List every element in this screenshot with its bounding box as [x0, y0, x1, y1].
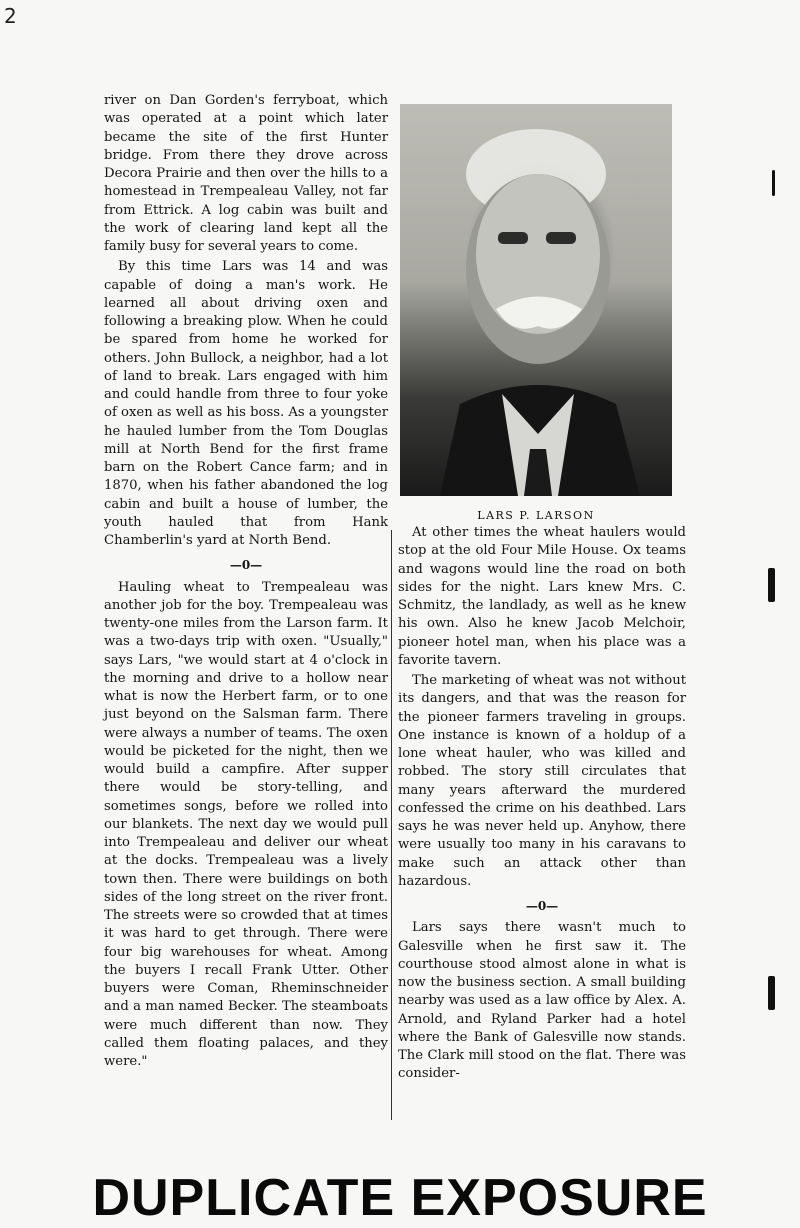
section-separator: —0— [525, 899, 559, 913]
scan-artifact [772, 170, 775, 196]
portrait-illustration [400, 104, 672, 496]
scan-artifact [768, 976, 775, 1010]
section-separator: —0— [229, 558, 263, 573]
article-paragraph: Lars says there wasn't much to Galesville when he first saw it. The courthouse stood almost alone in what is now the business section. A small building nearby was used as a law office by Alex. A. Arnold, and Ryland Parker had a hotel where the Bank of Galesville now stands. The Clark mill stood on the flat. There was consider- [398, 920, 686, 1082]
article-paragraph: The marketing of wheat was not without its dangers, and that was the reason for the pioneer farmers traveling in groups. One instance is known of a holdup of a lone wheat hauler, who was killed and robbed. The story still circulates that many years afterward the murdered confessed the crime on his deathbed. Lars says he was never held up. Anyhow, there were usually too many in his caravans to make such an attack other than hazardous. [398, 673, 686, 889]
article-paragraph: At other times the wheat haulers would stop at the old Four Mile House. Ox teams and wagons would line the road on both sides for the night. Lars knew Mrs. C. Schmitz, the landlady, as well as he knew his own. Also he knew Jacob Melchoir, pioneer hotel man, when his place was a favorite tavern. [398, 525, 686, 668]
duplicate-exposure-banner: DUPLICATE EXPOSURE [92, 1169, 708, 1227]
column-rule [391, 530, 392, 1120]
article-paragraph: Hauling wheat to Trempealeau was another job for the boy. Trempealeau was twenty-one miles from the Larson farm. It was a two-days trip with oxen. "Usually," says Lars, "we would start at 4 o'clock in the morning and drive to a hollow near what is now the Herbert farm, or to one just beyond on the Salsman farm. There were always a number of teams. The oxen would be picketed for the night, then we would build a campfire. After supper there would be story-telling, and sometimes songs, before we rolled into our blankets. The next day we would pull into Trempealeau and deliver our wheat at the docks. Trempealeau was a lively town then. There were buildings on both sides of the long street on the river front. The streets were so crowded that at times it was hard to get through. There were four big warehouses for wheat. Among the buyers I recall Frank Utter. Other buyers were Coman, Rheminschneider and a man named Becker. The steamboats were much different than now. They called them floating palaces, and they were." [104, 579, 388, 1069]
photo-caption: LARS P. LARSON [477, 509, 595, 522]
article-paragraph: river on Dan Gorden's ferryboat, which was operated at a point which later became the site of the first Hunter bridge. From there they drove across Decora Prairie and then over the hills to a homestead in Trempealeau Valley, not far from Ettrick. A log cabin was built and the work of clearing land kept all the family busy for several years to come. [104, 93, 388, 254]
article-paragraph: By this time Lars was 14 and was capable of doing a man's work. He learned all about driving oxen and following a breaking plow. When he could be spared from home he worked for others. John Bullock, a neighbor, had a lot of land to break. Lars engaged with him and could handle from three to four yoke of oxen as well as his boss. As a youngster he hauled lumber from the Tom Douglas mill at North Bend for the first frame barn on the Robert Cance farm; and in 1870, when his father abandoned the log cabin and built a house of lumber, the youth hauled that from Hank Chamberlin's yard at North Bend. [104, 259, 388, 548]
portrait-photo [400, 104, 672, 496]
article-right-column [398, 524, 686, 1084]
page-number-mark: 2 [4, 4, 17, 28]
article-left-column [104, 92, 388, 1071]
scan-artifact [768, 568, 775, 602]
